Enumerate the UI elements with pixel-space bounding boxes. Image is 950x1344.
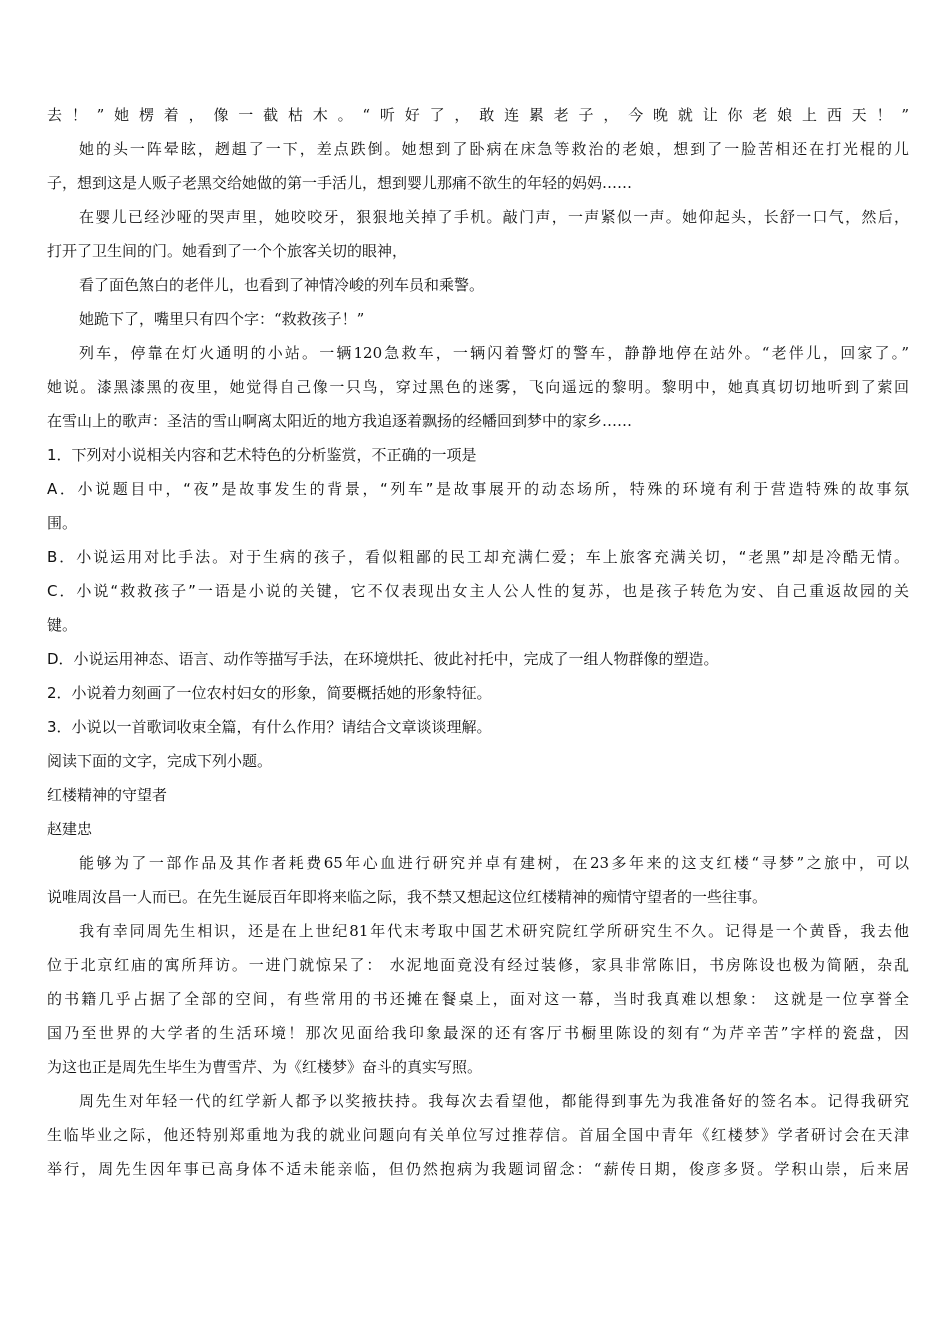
article-line: 周先生对年轻一代的红学新人都予以奖掖扶持。我每次去看望他，都能得到事先为我准备好的签名本。记得我研究 xyxy=(79,1092,909,1110)
story-line: 打开了卫生间的门。她看到了一个个旅客关切的眼神， xyxy=(47,242,408,260)
question-1: 1．下列对小说相关内容和艺术特色的分析鉴赏，不正确的一项是 xyxy=(47,446,477,464)
question-3: 3．小说以一首歌词收束全篇，有什么作用？请结合文章谈谈理解。 xyxy=(47,718,492,736)
article-line: 能够为了一部作品及其作者耗费65年心血进行研究并卓有建树，在23多年来的这支红楼“寻梦”之旅中，可以 xyxy=(79,854,909,872)
article-line: 为这也正是周先生毕生为曹雪芹、为《红楼梦》奋斗的真实写照。 xyxy=(47,1058,483,1076)
reading-instruction: 阅读下面的文字，完成下列小题。 xyxy=(47,752,273,770)
option-c-cont: 键。 xyxy=(47,616,78,634)
story-line: 在雪山上的歌声：圣洁的雪山啊离太阳近的地方我追逐着飘扬的经幡回到梦中的家乡…… xyxy=(47,412,633,430)
question-2: 2．小说着力刻画了一位农村妇女的形象，简要概括她的形象特征。 xyxy=(47,684,492,702)
story-line: 在婴儿已经沙哑的哭声里，她咬咬牙，狠狠地关掉了手机。敲门声，一声紧似一声。她仰起头，长舒一口气，然后， xyxy=(79,208,909,226)
article-line: 生临毕业之际，他还特别郑重地为我的就业问题向有关单位写过推荐信。首届全国中青年《红楼梦》学者研讨会在天津 xyxy=(47,1126,909,1144)
article-line: 位于北京红庙的寓所拜访。一进门就惊呆了： 水泥地面竟没有经过装修，家具非常陈旧，书房陈设也极为简陋，杂乱 xyxy=(47,956,909,974)
story-line: 子，想到这是人贩子老黑交给她做的第一手活儿，想到婴儿那痛不欲生的年轻的妈妈…… xyxy=(47,174,633,192)
story-line: 她说。漆黑漆黑的夜里，她觉得自己像一只鸟，穿过黑色的迷雾，飞向遥远的黎明。黎明中，她真真切切地听到了萦回 xyxy=(47,378,909,396)
document-page xyxy=(47,98,909,1186)
story-line: 列车，停靠在灯火通明的小站。一辆120急救车，一辆闪着警灯的警车，静静地停在站外。“老伴儿，回家了。” xyxy=(79,344,909,362)
article-line: 的书籍几乎占据了全部的空间，有些常用的书还摊在餐桌上，面对这一幕，当时我真难以想象： 这就是一位享誉全 xyxy=(47,990,909,1008)
story-line: 去！”她楞着，像一截枯木。“听好了，敢连累老子，今晚就让你老娘上西天！” xyxy=(47,106,909,124)
story-line: 看了面色煞白的老伴儿，也看到了神情冷峻的列车员和乘警。 xyxy=(79,276,485,294)
option-a-cont: 围。 xyxy=(47,514,78,532)
story-line: 她的头一阵晕眩，趔趄了一下，差点跌倒。她想到了卧病在床急等救治的老娘，想到了一脸苦相还在打光棍的儿 xyxy=(79,140,909,158)
story-line: 她跪下了，嘴里只有四个字：“救救孩子！” xyxy=(79,310,365,328)
article-line: 国乃至世界的大学者的生活环境！那次见面给我印象最深的还有客厅书橱里陈设的刻有“为芹辛苦”字样的瓷盘，因 xyxy=(47,1024,909,1042)
option-b: B．小说运用对比手法。对于生病的孩子，看似粗鄙的民工却充满仁爱；车上旅客充满关切，“老黑”却是冷酷无情。 xyxy=(47,548,909,566)
article-line: 说唯周汝昌一人而已。在先生诞辰百年即将来临之际，我不禁又想起这位红楼精神的痴情守望者的一些往事。 xyxy=(47,888,768,906)
article-author: 赵建忠 xyxy=(47,820,93,838)
article-line: 我有幸同周先生相识，还是在上世纪81年代末考取中国艺术研究院红学所研究生不久。记得是一个黄昏，我去他 xyxy=(79,922,909,940)
option-d: D．小说运用神态、语言、动作等描写手法，在环境烘托、彼此衬托中，完成了一组人物群像的塑造。 xyxy=(47,650,719,668)
article-line: 举行，周先生因年事已高身体不适未能亲临，但仍然抱病为我题词留念：“薪传日期，俊彦多贤。学积山崇，后来居 xyxy=(47,1160,909,1178)
article-title: 红楼精神的守望者 xyxy=(47,786,168,804)
option-a: A．小说题目中，“夜”是故事发生的背景，“列车”是故事展开的动态场所，特殊的环境有利于营造特殊的故事氛 xyxy=(47,480,909,498)
option-c: C．小说“救救孩子”一语是小说的关键，它不仅表现出女主人公人性的复苏，也是孩子转危为安、自己重返故园的关 xyxy=(47,582,909,600)
